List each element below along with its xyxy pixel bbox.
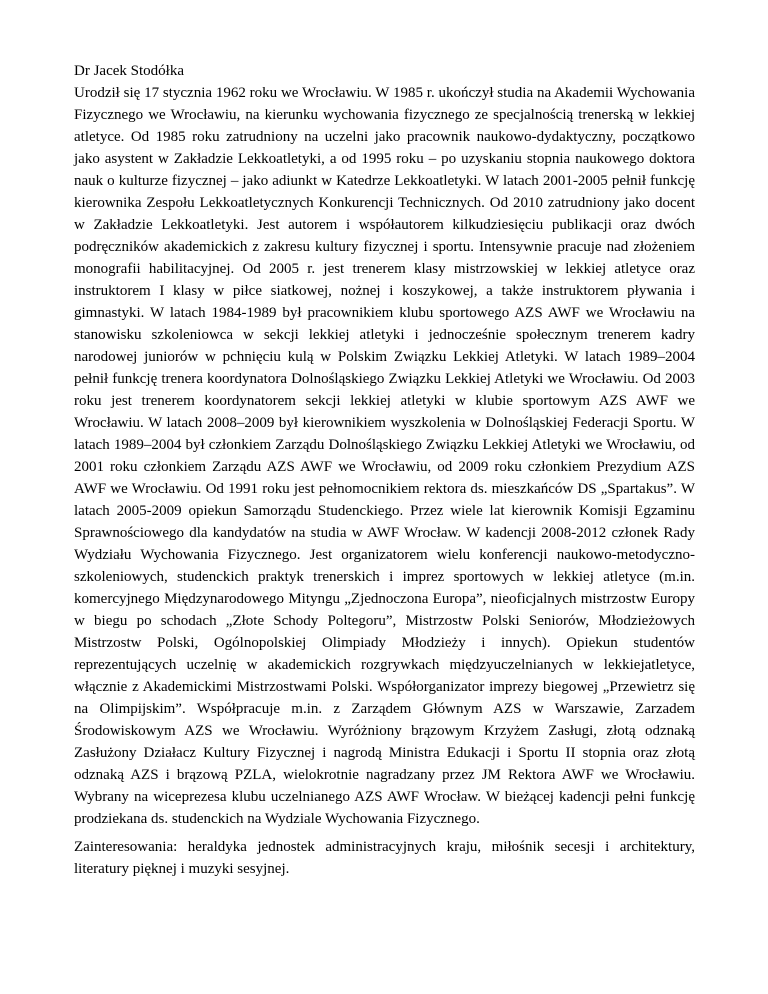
person-name: Dr Jacek Stodółka [74,63,184,79]
interests-paragraph: Zainteresowania: heraldyka jednostek administracyjnych kraju, miłośnik secesji i architektury, literatury pięknej i muzyki sesyjnej. [74,839,695,877]
document-page [74,60,695,880]
biography-paragraph: Urodził się 17 stycznia 1962 roku we Wrocławiu. W 1985 r. ukończył studia na Akademii Wychowania Fizycznego we Wrocławiu, na kierunku wychowania fizycznego ze specjalnością trenerską w lekkiej atletyce. Od 1985 roku zatrudniony na uczelni jako pracownik naukowo-dydaktyczny, początkowo jako asystent w Zakładzie Lekkoatletyki, a od 1995 roku – po uzyskaniu stopnia naukowego doktora nauk o kulturze fizycznej – jako adiunkt w Katedrze Lekkoatletyki. W latach 2001-2005 pełnił funkcję kierownika Zespołu Lekkoatletycznych Konkurencji Technicznych. Od 2010 zatrudniony jako docent w Zakładzie Lekkoatletyki. Jest autorem i współautorem kilkudziesięciu publikacji oraz dwóch podręczników akademickich z zakresu kultury fizycznej i sportu. Intensywnie pracuje nad złożeniem monografii habilitacyjnej. Od 2005 r. jest trenerem klasy mistrzowskiej w lekkiej atletyce oraz instruktorem I klasy w piłce siatkowej, nożnej i koszykowej, a także instruktorem pływania i gimnastyki. W latach 1984-1989 był pracownikiem klubu sportowego AZS AWF we Wrocławiu na stanowisku szkoleniowca w sekcji lekkiej atletyki i jednocześnie społecznym trenerem kadry narodowej juniorów w pchnięciu kulą w Polskim Związku Lekkiej Atletyki. W latach 1989–2004 pełnił funkcję trenera koordynatora Dolnośląskiego Związku Lekkiej Atletyki we Wrocławiu. Od 2003 roku jest trenerem koordynatorem sekcji lekkiej atletyki w klubie sportowym AZS AWF we Wrocławiu. W latach 2008–2009 był kierownikiem wyszkolenia w Dolnośląskiej Federacji Sportu. W latach 1989–2004 był członkiem Zarządu Dolnośląskiego Związku Lekkiej Atletyki we Wrocławiu, od 2001 roku członkiem Zarządu AZS AWF we Wrocławiu, od 2009 roku członkiem Prezydium AZS AWF we Wrocławiu. Od 1991 roku jest pełnomocnikiem rektora ds. mieszkańców DS „Spartakus”. W latach 2005-2009 opiekun Samorządu Studenckiego. Przez wiele lat kierownik Komisji Egzaminu Sprawnościowego dla kandydatów na studia w AWF Wrocław. W kadencji 2008-2012 członek Rady Wydziału Wychowania Fizycznego. Jest organizatorem wielu konferencji naukowo-metodyczno-szkoleniowych, studenckich praktyk trenerskich i imprez sportowych w lekkiej atletyce (m.in. komercyjnego Międzynarodowego Mityngu „Zjednoczona Europa”, nieoficjalnych mistrzostw Europy w biegu po schodach „Złote Schody Poltegoru”, Mistrzostw Polski Seniorów, Młodzieżowych Mistrzostw Polski, Ogólnopolskiej Olimpiady Młodzieży i innych). Opiekun studentów reprezentujących uczelnię w akademickich rozgrywkach międzyuczelnianych w lekkiejatletyce, włącznie z Akademickimi Mistrzostwami Polski. Współorganizator imprezy biegowej „Przewietrz się na Olimpijskim”. Współpracuje m.in. z Zarządem Głównym AZS w Warszawie, Zarzadem Środowiskowym AZS we Wrocławiu. Wyróżniony brązowym Krzyżem Zasługi, złotą odznaką Zasłużony Działacz Kultury Fizycznej i nagrodą Ministra Edukacji i Sportu II stopnia oraz złotą odznaką AZS i brązową PZLA, wielokrotnie nagradzany przez JM Rektora AWF we Wrocławiu. Wybrany na wiceprezesa klubu uczelnianego AZS AWF Wrocław. W bieżącej kadencji pełni funkcję prodziekana ds. studenckich na Wydziale Wychowania Fizycznego. [74,85,695,827]
